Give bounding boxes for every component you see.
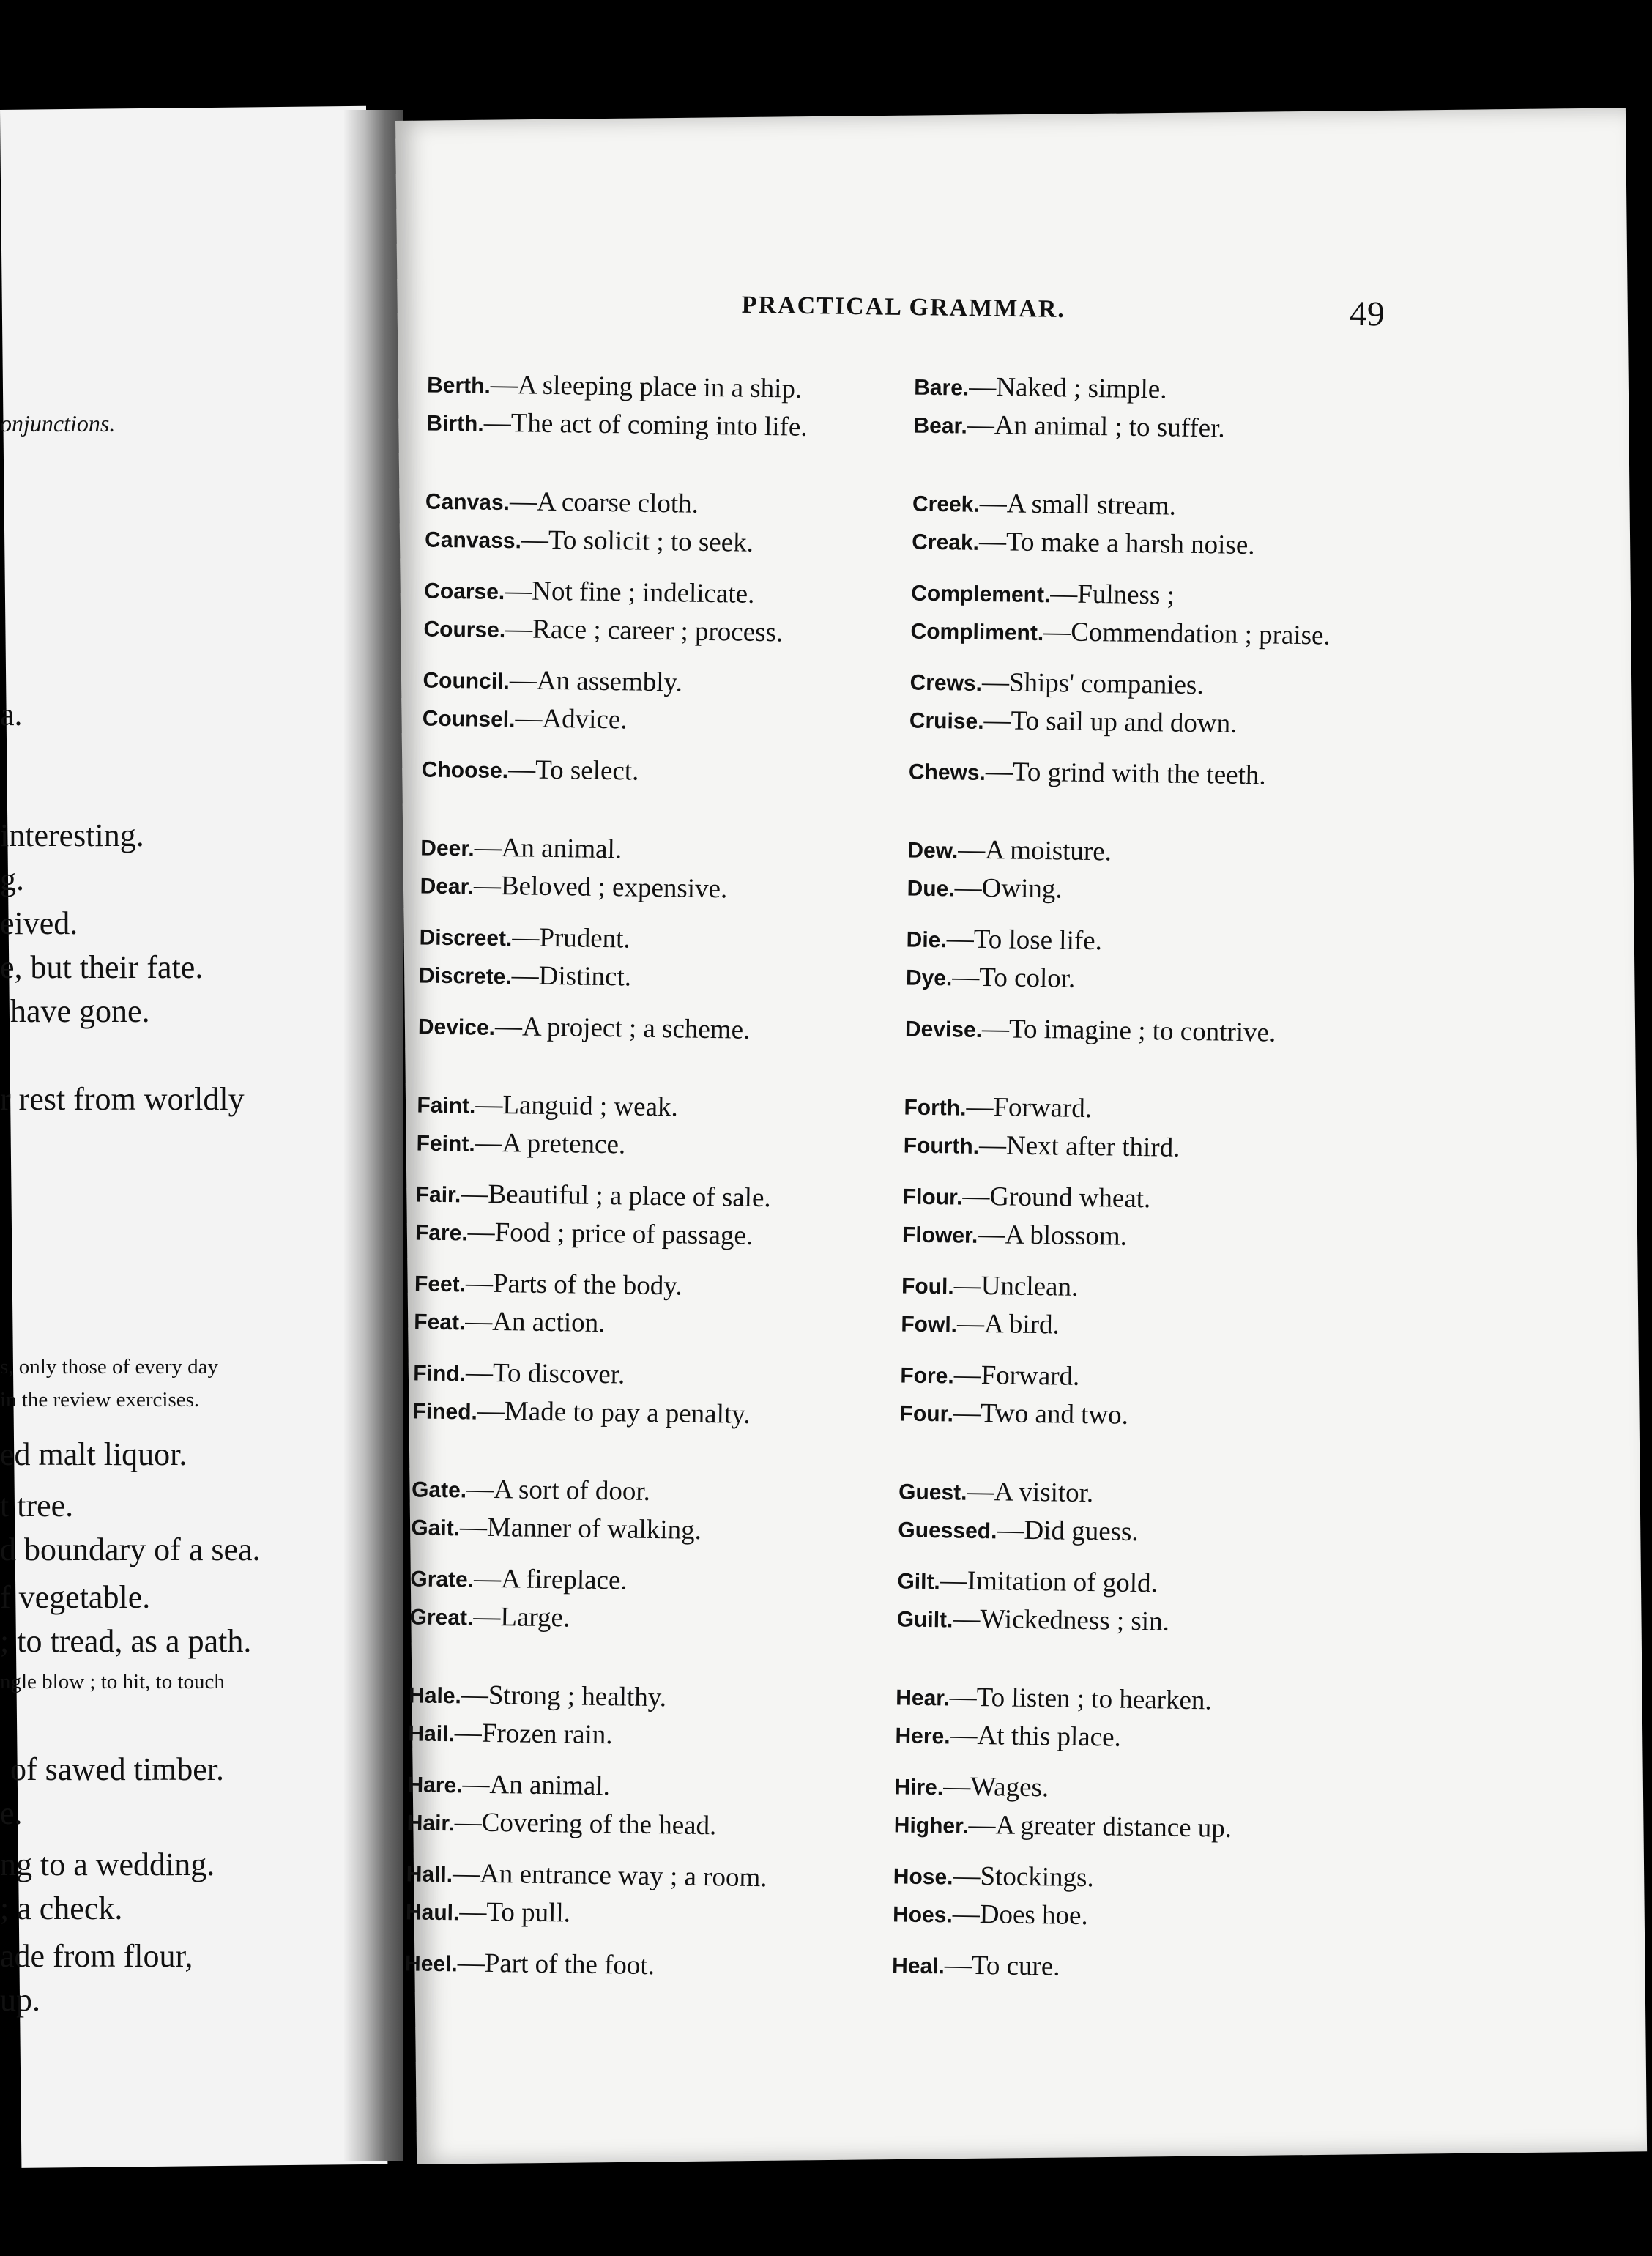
entry-definition: —An action. (465, 1306, 606, 1339)
entry-definition: —To cure. (944, 1950, 1060, 1982)
entry-definition: —A blossom. (978, 1219, 1128, 1252)
entry-group (415, 1175, 929, 1258)
glossary-entry (421, 751, 934, 796)
entry-definition: —An entrance way ; a room. (452, 1858, 767, 1893)
entry-word: Four. (899, 1401, 954, 1427)
entry-group (420, 829, 933, 913)
entry-group (412, 1354, 926, 1437)
entry-definition: —Made to pay a penalty. (477, 1395, 751, 1430)
entry-definition: —A coarse cloth. (509, 486, 699, 519)
entry-group (421, 751, 934, 796)
glossary-entry (901, 1305, 1414, 1350)
entry-definition: —Did guess. (997, 1515, 1139, 1548)
glossary-entry (425, 521, 938, 566)
entry-definition: —Naked ; simple. (968, 371, 1167, 405)
glossary-entry (415, 1213, 929, 1258)
entry-group (409, 1559, 923, 1643)
entry-group (418, 1007, 931, 1053)
glossary-entry (907, 869, 1420, 915)
left-page-line: g. (0, 861, 24, 897)
entry-word: Discreet. (419, 925, 513, 951)
left-page-line: r rest from worldly (0, 1081, 245, 1117)
entry-group (893, 1857, 1406, 1940)
book-gutter (344, 110, 403, 2161)
entry-word: Fourth. (903, 1133, 980, 1159)
entry-word: Hose. (893, 1864, 953, 1890)
entry-definition: —Distinct. (511, 960, 632, 992)
glossary-entry (422, 700, 935, 745)
entry-definition: —To pull. (459, 1896, 571, 1929)
glossary-entry (420, 867, 933, 912)
left-page-line: d boundary of a sea. (0, 1532, 261, 1567)
entry-word: Hall. (406, 1862, 453, 1888)
entry-group (406, 1855, 919, 1938)
entry-definition: —To discover. (465, 1357, 625, 1390)
entry-definition: —Advice. (515, 703, 628, 735)
glossary-entry (910, 612, 1424, 658)
entry-group (913, 368, 1426, 452)
entry-definition: —To listen ; to hearken. (949, 1682, 1212, 1716)
glossary-entry (405, 1944, 918, 1989)
entry-word: Complement. (911, 581, 1051, 608)
entry-word: Devise. (904, 1017, 983, 1042)
entry-definition: —Beloved ; expensive. (473, 870, 728, 905)
glossary-entry (412, 1392, 926, 1437)
entry-definition: —Two and two. (953, 1398, 1129, 1431)
entry-group (909, 753, 1422, 798)
entry-word: Berth. (426, 373, 491, 398)
left-page-line: eived. (0, 905, 78, 941)
glossary-entry (409, 1598, 923, 1643)
entry-word: Gait. (411, 1515, 461, 1541)
entry-word: Hear. (895, 1685, 950, 1711)
entry-definition: —Ships' companies. (981, 667, 1204, 701)
entry-word: Gate. (411, 1477, 467, 1503)
glossary-entry (418, 1007, 931, 1053)
entry-group (906, 921, 1419, 1004)
entry-word: Flour. (902, 1184, 963, 1210)
entry-word: Coarse. (423, 579, 505, 605)
entry-word: Find. (413, 1361, 466, 1387)
entry-definition: —Commendation ; praise. (1043, 617, 1331, 651)
glossary-entry (426, 404, 940, 450)
entry-word: Counsel. (422, 706, 516, 732)
entry-word: Feet. (414, 1272, 466, 1297)
entry-definition: —Forward. (966, 1091, 1093, 1124)
glossary-entry (912, 523, 1425, 568)
entry-group (910, 574, 1424, 658)
left-page-line: ed malt liquor. (0, 1436, 187, 1472)
glossary-entry (414, 1302, 927, 1348)
entry-definition: —Large. (473, 1601, 570, 1633)
glossary-entry (899, 1394, 1413, 1439)
entry-word: Council. (423, 668, 510, 694)
entry-word: Gilt. (897, 1569, 941, 1595)
entry-definition: —A small stream. (979, 488, 1177, 522)
glossary-entry (406, 1893, 919, 1938)
entry-word: Device. (417, 1014, 496, 1040)
glossary-entry (406, 1803, 920, 1849)
entry-definition: —Food ; price of passage. (467, 1217, 754, 1251)
glossary-entry (903, 1126, 1416, 1171)
left-page-line: s, only those of every day (0, 1355, 218, 1379)
entry-definition: —An animal ; to suffer. (967, 409, 1225, 444)
entry-word: Crews. (909, 670, 983, 696)
entry-word: Fare. (414, 1220, 468, 1246)
entry-definition: —Unclean. (953, 1270, 1079, 1302)
entry-group (893, 1767, 1407, 1851)
entry-word: Choose. (421, 757, 509, 784)
entry-definition: —A visitor. (967, 1476, 1094, 1509)
entry-word: Fair. (415, 1182, 461, 1208)
entry-definition: —To make a harsh noise. (978, 526, 1255, 561)
right-page (395, 108, 1647, 2164)
left-page-line: a. (0, 697, 23, 732)
entry-group (896, 1562, 1410, 1645)
entry-word: Course. (423, 617, 506, 643)
entry-definition: —Part of the foot. (457, 1948, 655, 1981)
entry-definition: —Stockings. (953, 1860, 1095, 1893)
glossary-entry (909, 753, 1422, 798)
entry-group (902, 1177, 1415, 1261)
entry-group (419, 918, 932, 1001)
glossary-entry (895, 1716, 1408, 1762)
entry-word: Guilt. (896, 1607, 953, 1633)
entry-group (405, 1944, 918, 1989)
glossary-entry (905, 1010, 1418, 1055)
page-number: 49 (1349, 294, 1385, 334)
entry-group (907, 831, 1420, 915)
entry-definition: —To solicit ; to seek. (521, 524, 754, 558)
entry-word: Feat. (414, 1310, 466, 1335)
entry-definition: —A greater distance up. (968, 1809, 1232, 1844)
entry-group (905, 1010, 1418, 1055)
entry-definition: —Beautiful ; a place of sale. (461, 1179, 771, 1214)
entry-word: Cruise. (909, 708, 984, 734)
glossary-entry (913, 407, 1426, 452)
left-page-line: ; a check. (0, 1890, 123, 1926)
entry-word: Faint. (417, 1093, 476, 1118)
entry-word: Canvas. (425, 489, 510, 516)
glossary-entry (411, 1508, 924, 1554)
entry-group (903, 1088, 1416, 1172)
entry-definition: —Covering of the head. (454, 1807, 717, 1841)
left-page-line: ng to a wedding. (0, 1847, 215, 1882)
entry-definition: —A sort of door. (466, 1474, 651, 1507)
glossary-entry (893, 1895, 1406, 1940)
entry-definition: —At this place. (950, 1720, 1122, 1753)
entry-definition: —Languid ; weak. (475, 1089, 679, 1123)
glossary-entry (898, 1510, 1411, 1556)
left-page-line: interesting. (0, 817, 144, 853)
entry-definition: —To imagine ; to contrive. (981, 1013, 1276, 1048)
left-page-line: e, but their fate. (0, 949, 204, 985)
entry-word: Dear. (420, 874, 475, 899)
entry-word: Birth. (426, 411, 484, 437)
glossary-entry (408, 1714, 921, 1759)
left-page-line: f vegetable. (0, 1579, 151, 1615)
entry-word: Due. (907, 876, 955, 902)
entry-word: Foul. (901, 1274, 954, 1299)
entry-word: Grate. (410, 1567, 475, 1592)
entry-definition: —To sail up and down. (983, 705, 1238, 739)
left-page-line: ade from flour, (0, 1938, 193, 1974)
entry-definition: —Ground wheat. (962, 1181, 1151, 1214)
glossary-entry (416, 1124, 929, 1169)
entry-word: Fowl. (901, 1312, 958, 1337)
entry-word: Great. (409, 1605, 474, 1630)
entry-group (898, 1472, 1411, 1556)
glossary-entry (892, 1946, 1405, 1992)
glossary-entry (896, 1600, 1410, 1645)
entry-word: Hale. (408, 1683, 462, 1709)
entry-word: Heel. (404, 1951, 458, 1977)
glossary-entry (419, 956, 932, 1001)
entry-definition: —A moisture. (958, 834, 1112, 867)
entry-word: Flower. (901, 1222, 978, 1248)
entry-definition: —To lose life. (946, 924, 1103, 957)
entry-word: Higher. (893, 1813, 969, 1838)
entry-word: Guessed. (898, 1518, 997, 1544)
entry-word: Hoes. (892, 1902, 953, 1928)
entry-definition: —Wickedness ; sin. (953, 1603, 1170, 1637)
entry-definition: —A project ; a scheme. (494, 1011, 751, 1045)
entry-definition: —Strong ; healthy. (461, 1680, 667, 1713)
entry-group (895, 1678, 1408, 1762)
entry-group (406, 1765, 920, 1849)
entry-word: Dew. (907, 838, 959, 864)
entry-definition: —To select. (507, 754, 639, 787)
entry-definition: —A bird. (956, 1308, 1060, 1340)
entry-definition: —Frozen rain. (454, 1718, 613, 1751)
entry-definition: —Prudent. (512, 922, 631, 954)
entry-definition: —To color. (952, 962, 1076, 994)
left-page-line: ngle blow ; to hit, to touch (0, 1670, 225, 1693)
left-page-line: ; to tread, as a path. (0, 1623, 252, 1659)
entry-definition: —Imitation of gold. (940, 1565, 1158, 1599)
entry-word: Hail. (408, 1721, 455, 1747)
glossary-entry (902, 1215, 1415, 1261)
entry-definition: —A fireplace. (473, 1563, 628, 1596)
entry-group (892, 1946, 1405, 1992)
entry-word: Fore. (900, 1363, 954, 1389)
entry-definition: —Forward. (953, 1359, 1080, 1392)
entry-definition: —Owing. (954, 872, 1063, 905)
entry-word: Dye. (905, 965, 953, 991)
entry-definition: —Fulness ; (1050, 579, 1175, 611)
entry-word: Hare. (407, 1773, 463, 1798)
left-page-line: e. (0, 1795, 23, 1831)
left-page-line: in the review exercises. (0, 1388, 200, 1411)
right-column (892, 368, 1427, 1992)
entry-definition: —To grind with the teeth. (985, 757, 1266, 791)
entry-group (423, 572, 937, 656)
left-column (405, 366, 940, 1990)
entry-word: Bear. (913, 413, 968, 439)
entry-group (425, 483, 938, 566)
entry-group (411, 1470, 924, 1554)
entry-definition: —The act of coming into life. (483, 407, 808, 442)
left-page-line: t tree. (0, 1488, 74, 1524)
entry-word: Feint. (416, 1131, 475, 1157)
entry-word: Hair. (406, 1811, 455, 1836)
entry-definition: —Wages. (942, 1771, 1049, 1803)
entry-word: Deer. (420, 836, 475, 861)
entry-definition: —An assembly. (509, 665, 683, 698)
entry-definition: —Does hoe. (952, 1899, 1089, 1932)
entry-definition: —Not fine ; indelicate. (505, 576, 755, 609)
entry-definition: —A sleeping place in a ship. (490, 369, 803, 404)
entry-word: Forth. (904, 1095, 967, 1121)
entry-group (426, 366, 940, 450)
entry-definition: —A pretence. (475, 1127, 626, 1160)
entry-word: Guest. (898, 1480, 967, 1505)
left-page-line: of sawed timber. (10, 1751, 225, 1787)
entry-word: Chews. (908, 760, 986, 786)
entry-word: Creek. (912, 491, 980, 517)
left-page-line: onjunctions. (0, 410, 116, 437)
glossary-entry (909, 702, 1422, 747)
entry-group (909, 664, 1422, 747)
glossary-entry (423, 610, 937, 656)
entry-group (416, 1086, 929, 1169)
entry-definition: —Manner of walking. (459, 1512, 702, 1546)
entry-definition: —Parts of the body. (465, 1268, 682, 1302)
entry-word: Compliment. (910, 619, 1044, 646)
running-header: PRACTICAL GRAMMAR. (741, 291, 1066, 324)
entry-word: Discrete. (418, 963, 512, 990)
entry-definition: —Race ; career ; process. (505, 614, 784, 648)
entry-group (899, 1356, 1413, 1439)
entry-group (912, 485, 1425, 568)
entry-word: Creak. (912, 530, 980, 555)
entry-definition: —An animal. (462, 1769, 611, 1802)
entry-definition: —An animal. (474, 832, 622, 865)
glossary-entry (893, 1806, 1407, 1851)
glossary-entry (906, 959, 1419, 1004)
entry-word: Bare. (913, 375, 970, 401)
entry-word: Heal. (891, 1953, 945, 1979)
entry-word: Haul. (405, 1900, 460, 1926)
entry-group (408, 1676, 921, 1759)
entry-word: Here. (895, 1723, 950, 1749)
entry-group (414, 1264, 927, 1348)
entry-word: Hire. (894, 1775, 944, 1800)
entry-word: Canvass. (424, 527, 522, 554)
entry-word: Fined. (412, 1399, 478, 1425)
left-page-line: have gone. (10, 993, 150, 1029)
entry-group (901, 1266, 1414, 1350)
entry-group (422, 661, 935, 745)
left-page-line: up. (0, 1982, 40, 2018)
entry-definition: —Next after third. (978, 1129, 1180, 1163)
entry-word: Die. (906, 927, 947, 953)
